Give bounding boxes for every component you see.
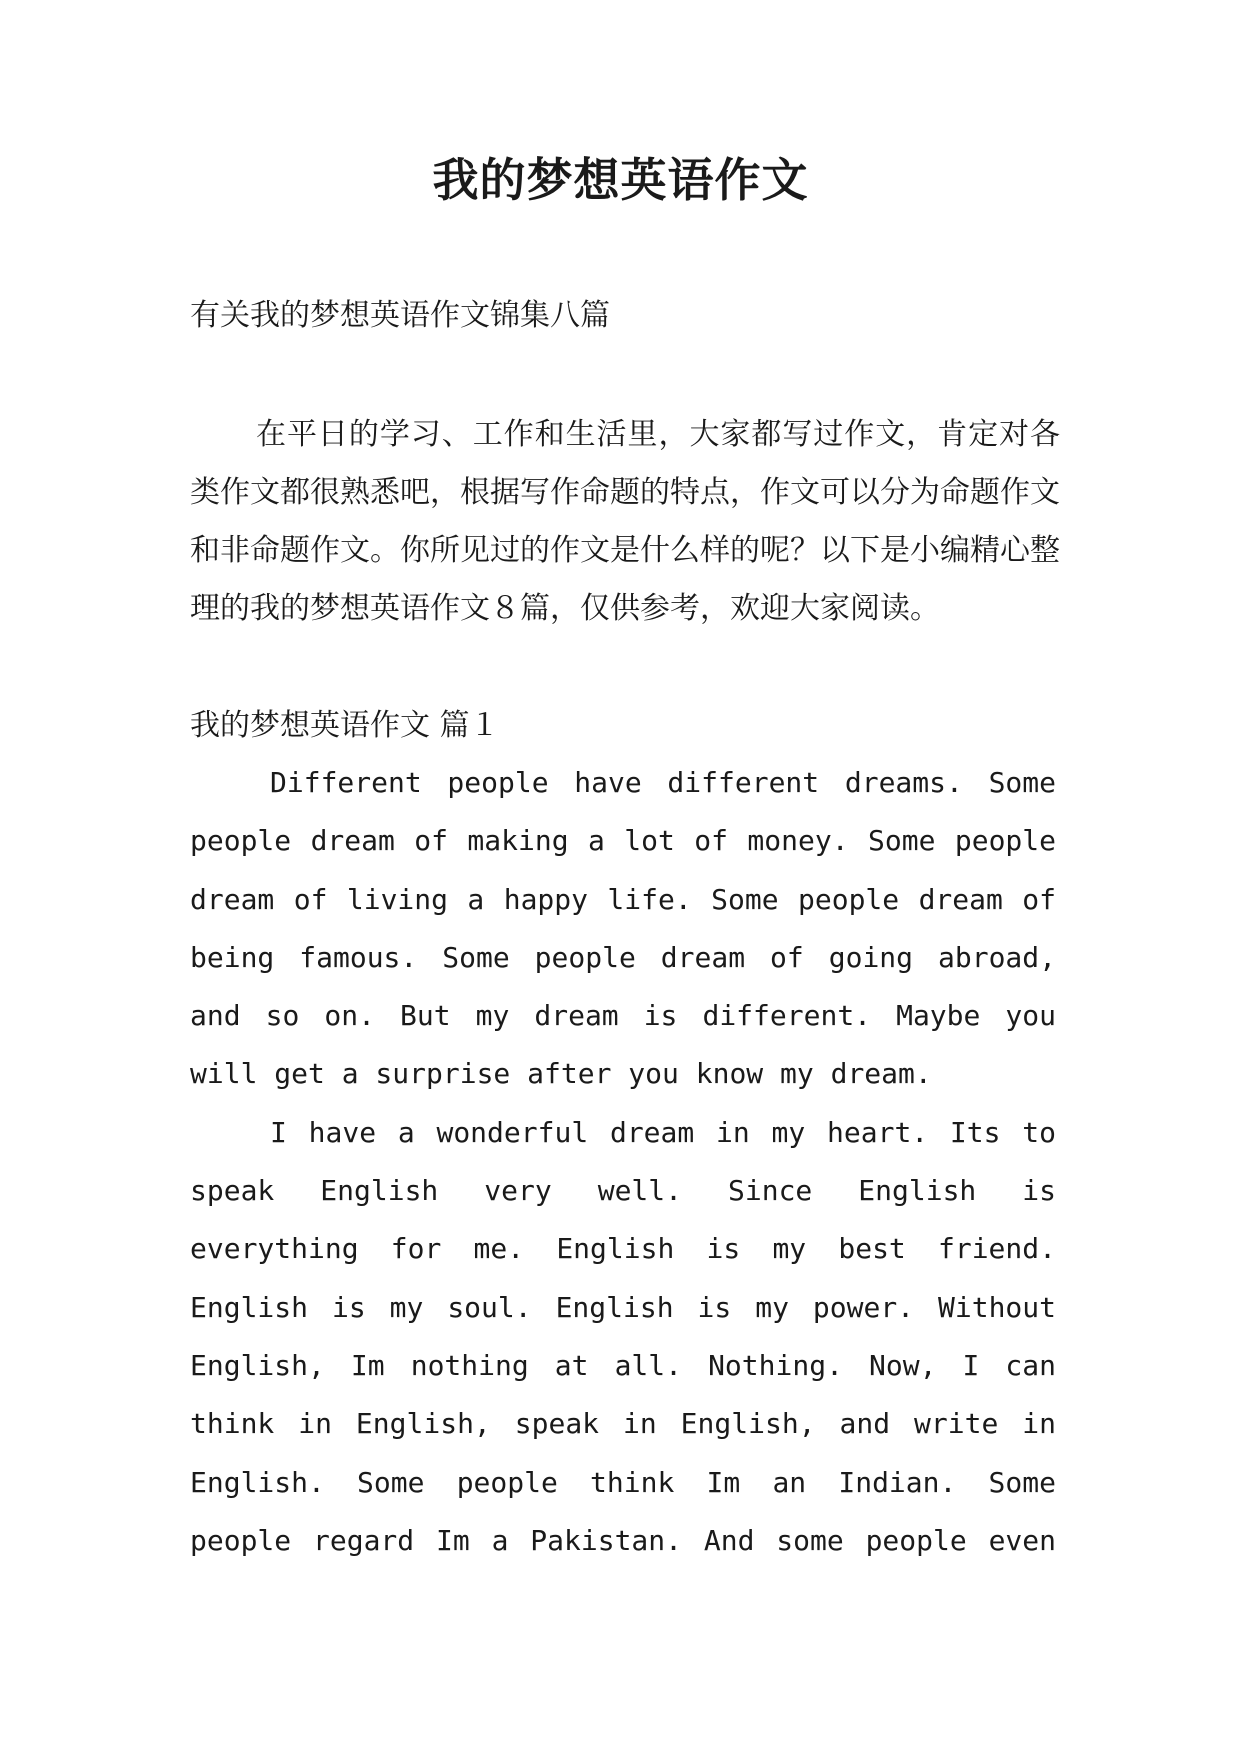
intro-paragraph: 在平日的学习、工作和生活里，大家都写过作文，肯定对各类作文都很熟悉吧，根据写作命题的特点，作文可以分为命题作文和非命题作文。你所见过的作文是什么样的呢？以下是小编精心整理的我的梦想英语作文８篇，仅供参考，欢迎大家阅读。 (190, 417, 1060, 626)
essay-paragraph-2: I have a wonderful dream in my heart. Its to speak English very well. Since English is everything for me. English is my best friend. English is my soul. English is my power. Without English, Im nothing at all. Nothing. Now, I can think in English, speak in English, and write in English. Some people think Im an Indian. Some people regard Im a Pakistan. And some people even (190, 1115, 1056, 1557)
section-heading: 我的梦想英语作文 篇１ (190, 708, 500, 743)
document-subtitle: 有关我的梦想英语作文锦集八篇 (190, 298, 610, 333)
essay-body (190, 754, 1056, 1570)
essay-paragraph-1: Different people have different dreams. Some people dream of making a lot of money. Some people dream of living a happy life. Some people dream of being famous. Some people dream of going abroad, and so on. But my dream is different. Maybe you will get a surprise after you know my dream. (190, 766, 1056, 1091)
document-title: 我的梦想英语作文 (432, 153, 809, 207)
